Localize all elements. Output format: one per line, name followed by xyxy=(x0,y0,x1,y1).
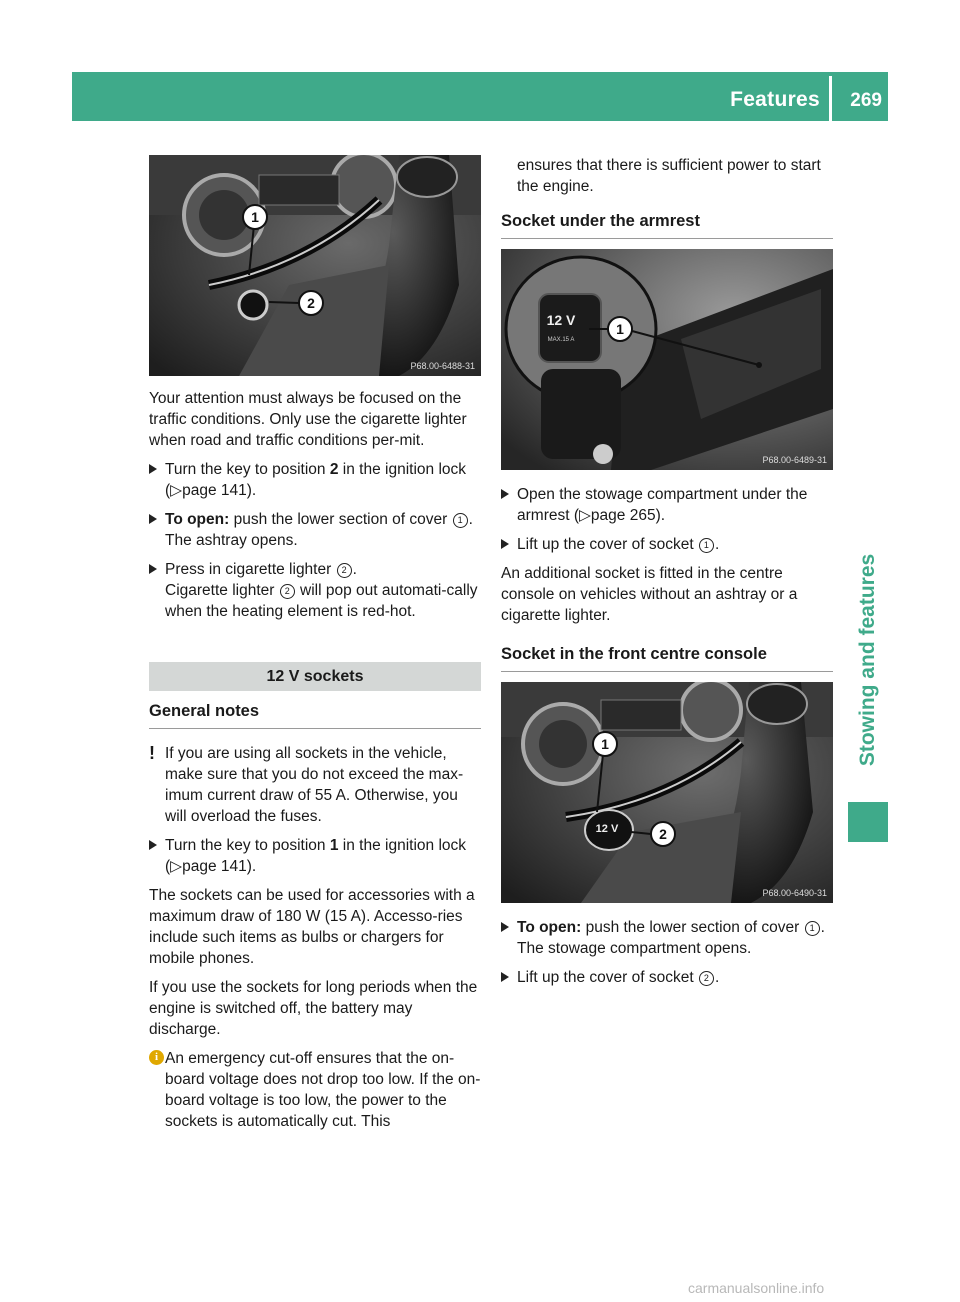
step-arrow-icon xyxy=(501,539,509,549)
photo-illustration-2 xyxy=(501,249,833,470)
info-note: i An emergency cut-off ensures that the on-board voltage does not drop too low. If the on-board voltage is too low, the power to the sockets is automatically cut. This xyxy=(149,1048,481,1132)
step-arrow-icon xyxy=(149,564,157,574)
additional-socket-text: An additional socket is fitted in the centre console on vehicles without an ashtray or a cigarette lighter. xyxy=(501,565,798,624)
battery-text: If you use the sockets for long periods when the engine is switched off, the battery may discharge. xyxy=(149,979,478,1038)
step-arrow-icon xyxy=(501,972,509,982)
photo-code: P68.00-6489-31 xyxy=(762,455,827,465)
photo-console-socket xyxy=(501,682,833,903)
step-turn-key-1: Turn the key to position 1 in the ignition lock (▷page 141). xyxy=(149,835,481,877)
chapter-title: Features xyxy=(730,88,820,111)
subhead-general-notes: General notes xyxy=(149,701,481,729)
step-arrow-icon xyxy=(149,464,157,474)
subhead-armrest: Socket under the armrest xyxy=(501,211,833,239)
callout-ref: 2 xyxy=(337,563,352,578)
socket-label: 12 V xyxy=(546,312,576,328)
step-open-stowage: Open the stowage compartment under the armrest (▷page 265). xyxy=(501,484,833,526)
step-lift-cover-1: Lift up the cover of socket 1 . xyxy=(501,534,833,555)
page-ref-icon: ▷ xyxy=(170,482,183,499)
callout-2-label: 2 xyxy=(659,826,667,842)
photo-code: P68.00-6490-31 xyxy=(762,888,827,898)
photo-armrest-socket xyxy=(501,249,833,470)
continued-text: ensures that there is sufficient power to start the engine. xyxy=(517,157,821,195)
photo-cigarette-lighter xyxy=(149,155,481,376)
header-divider xyxy=(829,76,832,121)
step-open-compartment: To open: push the lower section of cover 1 . The stowage compartment opens. xyxy=(501,917,833,959)
intro-text: Your attention must always be focused on the traffic conditions. Only use the cigarette lighter when road and traffic conditions per-mit. xyxy=(149,390,467,449)
step-arrow-icon xyxy=(149,840,157,850)
step-result: The ashtray opens. xyxy=(165,532,298,549)
page-ref-link[interactable]: page 265 xyxy=(590,507,656,524)
page-ref-link[interactable]: page 141 xyxy=(182,482,247,499)
callout-1-label: 1 xyxy=(616,321,624,337)
socket-sublabel: MAX.15 A xyxy=(547,337,575,343)
callout-2-label: 2 xyxy=(307,295,315,311)
page-ref-icon: ▷ xyxy=(579,507,591,524)
footer-watermark: carmanualsonline.info xyxy=(688,1280,825,1296)
callout-1-label: 1 xyxy=(251,209,259,225)
page-ref-link[interactable]: page 141 xyxy=(182,858,247,875)
callout-ref: 1 xyxy=(805,921,820,936)
photo-illustration-1 xyxy=(149,155,481,376)
step-result: The stowage compartment opens. xyxy=(517,940,752,957)
page-ref-icon: ▷ xyxy=(170,858,183,875)
step-arrow-icon xyxy=(149,514,157,524)
section-title: 12 V sockets xyxy=(149,662,481,691)
callout-ref: 2 xyxy=(699,971,714,986)
sockets-usage-text: The sockets can be used for accessories with a maximum draw of 180 W (15 A). Accesso-ries include such items as bulbs or chargers for mobile phones. xyxy=(149,887,475,967)
callout-ref: 2 xyxy=(280,584,295,599)
right-column xyxy=(501,155,833,996)
left-column xyxy=(149,155,481,1140)
step-turn-key: Turn the key to position 2 in the ignition lock (▷page 141). xyxy=(149,459,481,501)
step-open-cover: To open: push the lower section of cover 1 . The ashtray opens. xyxy=(149,509,481,551)
photo-code: P68.00-6488-31 xyxy=(410,361,475,371)
side-tab-marker xyxy=(848,802,888,842)
warning-icon: ! xyxy=(149,743,155,763)
step-arrow-icon xyxy=(501,489,509,499)
callout-ref: 1 xyxy=(453,513,468,528)
step-lift-cover-2: Lift up the cover of socket 2 . xyxy=(501,967,833,988)
page-header xyxy=(72,72,888,121)
photo-illustration-3 xyxy=(501,682,833,903)
side-tab-label: Stowing and features xyxy=(856,553,879,767)
subhead-front-console: Socket in the front centre console xyxy=(501,644,833,672)
step-press-lighter: Press in cigarette lighter 2 . Cigarette lighter 2 will pop out automati-cally when the heating element is red-hot. xyxy=(149,559,481,622)
info-icon: i xyxy=(149,1050,164,1065)
socket-label: 12 V xyxy=(595,823,619,835)
warning-note: ! If you are using all sockets in the vehicle, make sure that you do not exceed the max-imum current draw of 55 A. Otherwise, you will overload the fuses. xyxy=(149,743,464,825)
callout-ref: 1 xyxy=(699,538,714,553)
step-arrow-icon xyxy=(501,922,509,932)
page-number: 269 xyxy=(850,90,882,111)
callout-1-label: 1 xyxy=(601,736,609,752)
